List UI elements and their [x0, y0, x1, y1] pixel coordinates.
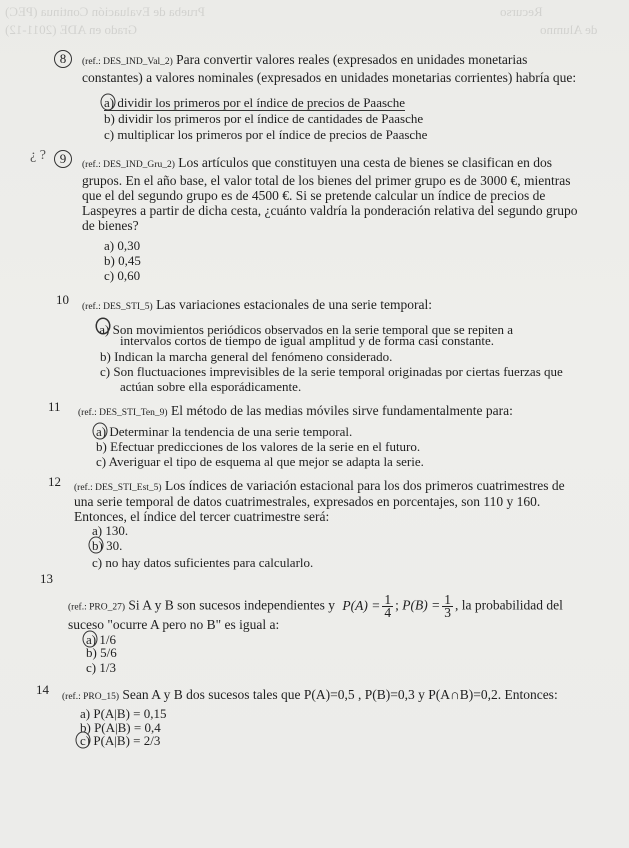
question-stem: (ref.: PRO_27) Si A y B son sucesos independientes y P(A) = $\frac{1}{4}$ ; P(B) = $\frac{1}{3}$ , la probabilidad del	[68, 592, 563, 620]
question-number: 9	[54, 150, 72, 168]
prob-b-label: P(B) =	[402, 597, 441, 613]
bleed-through-text: Prueba de Evaluación Continua (PEC)	[5, 4, 206, 19]
stem-line: grupos. En el año base, el valor total de los bienes del primer grupo es de 3000 €, mientras	[82, 173, 571, 188]
stem-line: El método de las medias móviles sirve fundamentalmente para:	[170, 403, 513, 418]
question-stem	[82, 155, 552, 173]
option-c[interactable]: c) P(A|B) = 2/3	[80, 733, 161, 748]
option-c[interactable]: c) Son fluctuaciones imprevisibles de la serie temporal originadas por ciertas fuerzas que	[100, 364, 563, 379]
question-ref: (ref.: PRO_15)	[62, 692, 119, 702]
option-a[interactable]: a) Determinar la tendencia de una serie temporal.	[96, 424, 353, 439]
option-c[interactable]: c) no hay datos suficientes para calcularlo.	[92, 555, 314, 570]
question-stem	[82, 52, 602, 70]
bleed-through-text: de Alumno	[540, 22, 598, 37]
stem-line: Sean A y B dos sucesos tales que P(A)=0,5 , P(B)=0,3 y P(A∩B)=0,2. Entonces:	[122, 687, 558, 702]
question-number: 8	[54, 50, 72, 68]
option-c[interactable]: c) 0,60	[104, 268, 141, 283]
bleed-through-text: Grado en ADE (2011-12)	[5, 22, 138, 37]
prob-a-label: P(A) =	[342, 597, 381, 613]
fraction-1-4: $\frac{1}{4}$	[384, 592, 392, 620]
handwritten-mark: ¿ ?	[30, 148, 46, 163]
stem-line: Los artículos que constituyen una cesta de bienes se clasifican en dos	[178, 155, 553, 170]
question-number: 14	[36, 682, 49, 697]
option-a[interactable]: a) P(A|B) = 0,15	[80, 706, 167, 721]
question-ref: (ref.: PRO_27)	[68, 602, 125, 613]
question-ref: (ref.: DES_STI_5)	[82, 302, 153, 312]
fraction-1-3: $\frac{1}{3}$	[444, 592, 451, 620]
stem-line: Las variaciones estacionales de una serie temporal:	[156, 297, 432, 312]
option-b[interactable]: b) 30.	[92, 538, 123, 553]
option-b[interactable]: b) 0,45	[104, 253, 141, 268]
question-ref: (ref.: DES_STI_Est_5)	[74, 483, 162, 493]
option-a[interactable]: a) dividir los primeros por el índice de precios de Paasche	[104, 95, 406, 110]
stem-line: constantes) a valores nominales (expresados en unidades monetarias corrientes) habría que:	[82, 70, 577, 85]
question-number: 10	[56, 292, 69, 307]
option-a[interactable]: a) 130.	[92, 523, 129, 538]
question-ref: (ref.: DES_IND_Gru_2)	[82, 160, 175, 170]
option-c[interactable]: c) Averiguar el tipo de esquema al que mejor se adapta la serie.	[96, 454, 424, 469]
stem-line: Los índices de variación estacional para los dos primeros cuatrimestres de	[164, 478, 565, 493]
stem-line: que el del segundo grupo es de 4500 €. Si se pretende calcular un índice de precios de	[82, 188, 546, 203]
option-c[interactable]: c) multiplicar los primeros por el índice de precios de Paasche	[104, 127, 428, 142]
stem-line: Si A y B son sucesos independientes y	[128, 597, 335, 613]
question-ref: (ref.: DES_STI_Ten_9)	[78, 408, 168, 418]
question-number: 12	[48, 474, 61, 489]
option-a-continued: intervalos cortos de tiempo de igual amplitud y de forma casi constante.	[120, 333, 495, 348]
option-b[interactable]: b) P(A|B) = 0,4	[80, 720, 161, 735]
option-a[interactable]: a) 1/6	[86, 632, 116, 647]
stem-line: , la probabilidad del	[454, 597, 563, 613]
bleed-through-text: Recurso	[500, 4, 543, 19]
question-stem	[82, 297, 432, 315]
option-b[interactable]: b) Indican la marcha general del fenómeno considerado.	[100, 349, 393, 364]
question-ref: (ref.: DES_IND_Val_2)	[82, 57, 173, 67]
stem-line: una serie temporal de datos cuatrimestrales, expresados en porcentajes, son 110 y 160.	[74, 494, 541, 509]
stem-line: Entonces, el índice del tercer cuatrimestre será:	[74, 509, 330, 524]
option-c-continued: actúan sobre ella esporádicamente.	[120, 379, 302, 394]
option-a[interactable]: a) 0,30	[104, 238, 141, 253]
option-b[interactable]: b) 5/6	[86, 645, 117, 660]
stem-line: suceso "ocurre A pero no B" es igual a:	[68, 617, 280, 632]
stem-line: Laspeyres a partir de dicha cesta, ¿cuánto valdría la ponderación relativa del segundo grupo	[82, 203, 578, 218]
option-a[interactable]: a) Son movimientos periódicos observados en la serie temporal que se repiten a	[96, 318, 513, 337]
option-b[interactable]: b) dividir los primeros por el índice de cantidades de Paasche	[104, 111, 424, 126]
option-b[interactable]: b) Efectuar predicciones de los valores de la serie en el futuro.	[96, 439, 421, 454]
question-stem	[62, 687, 558, 705]
option-c[interactable]: c) 1/3	[86, 660, 116, 675]
stem-line: Para convertir valores reales (expresados en unidades monetarias	[176, 52, 528, 67]
question-stem	[78, 403, 513, 421]
stem-line: de bienes?	[82, 218, 139, 233]
question-number: 13	[40, 571, 53, 586]
question-number: 11	[48, 399, 61, 414]
